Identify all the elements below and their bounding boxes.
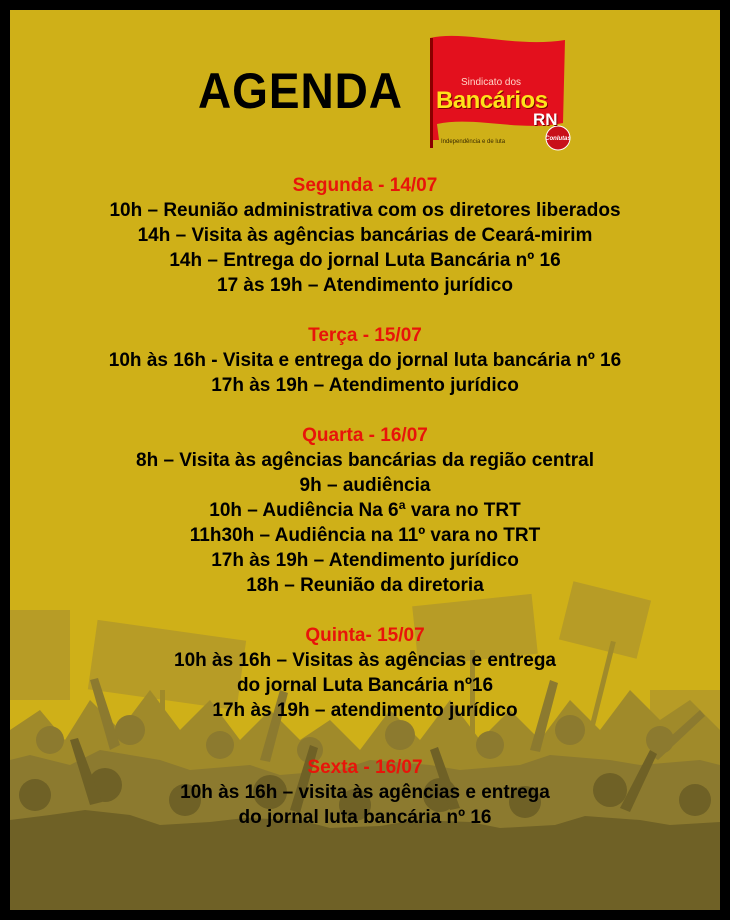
event-line: do jornal Luta Bancária nº16 bbox=[236, 675, 494, 696]
event-line: 14h – Entrega do jornal Luta Bancária nº 16 bbox=[169, 250, 561, 271]
event-line: 9h – audiência bbox=[299, 475, 431, 496]
day-title: Quarta - 16/07 bbox=[302, 425, 428, 446]
event-line: 11h30h – Audiência na 11º vara no TRT bbox=[189, 525, 541, 546]
day-wednesday bbox=[10, 423, 720, 598]
conlutas-badge-text: Conlutas bbox=[545, 136, 571, 142]
day-monday bbox=[10, 173, 720, 298]
event-line: 17h às 19h – Atendimento jurídico bbox=[211, 375, 519, 396]
day-tuesday bbox=[10, 323, 720, 398]
event-line: 10h – Reunião administrativa com os diretores liberados bbox=[109, 200, 621, 221]
day-friday bbox=[10, 755, 720, 830]
logo-motto: Independência e de luta bbox=[441, 139, 506, 145]
day-title: Segunda - 14/07 bbox=[292, 175, 438, 196]
day-title: Terça - 15/07 bbox=[308, 325, 422, 346]
agenda-schedule bbox=[10, 173, 720, 855]
day-title: Sexta - 16/07 bbox=[307, 757, 423, 778]
event-line: 14h – Visita às agências bancárias de Ceará-mirim bbox=[137, 225, 593, 246]
event-line: 10h às 16h – visita às agências e entrega bbox=[180, 782, 550, 803]
event-line: 17 às 19h – Atendimento jurídico bbox=[217, 275, 513, 296]
logo-state: RN bbox=[533, 110, 558, 129]
day-thursday bbox=[10, 623, 720, 723]
logo-subtitle: Sindicato dos bbox=[461, 77, 522, 88]
event-line: 17h às 19h – Atendimento jurídico bbox=[211, 550, 519, 571]
event-line: 18h – Reunião da diretoria bbox=[246, 575, 484, 596]
day-title: Quinta- 15/07 bbox=[305, 625, 425, 646]
event-line: 10h – Audiência Na 6ª vara no TRT bbox=[209, 500, 521, 521]
event-line: 17h às 19h – atendimento jurídico bbox=[212, 700, 518, 721]
event-line: 10h às 16h – Visitas às agências e entrega bbox=[174, 650, 556, 671]
logo-name: Bancários bbox=[436, 87, 548, 114]
agenda-poster bbox=[10, 10, 720, 910]
agenda-title: AGENDA bbox=[198, 63, 403, 119]
event-line: do jornal luta bancária nº 16 bbox=[238, 807, 492, 828]
event-line: 8h – Visita às agências bancárias da região central bbox=[136, 450, 594, 471]
event-line: 10h às 16h - Visita e entrega do jornal luta bancária nº 16 bbox=[108, 350, 622, 371]
